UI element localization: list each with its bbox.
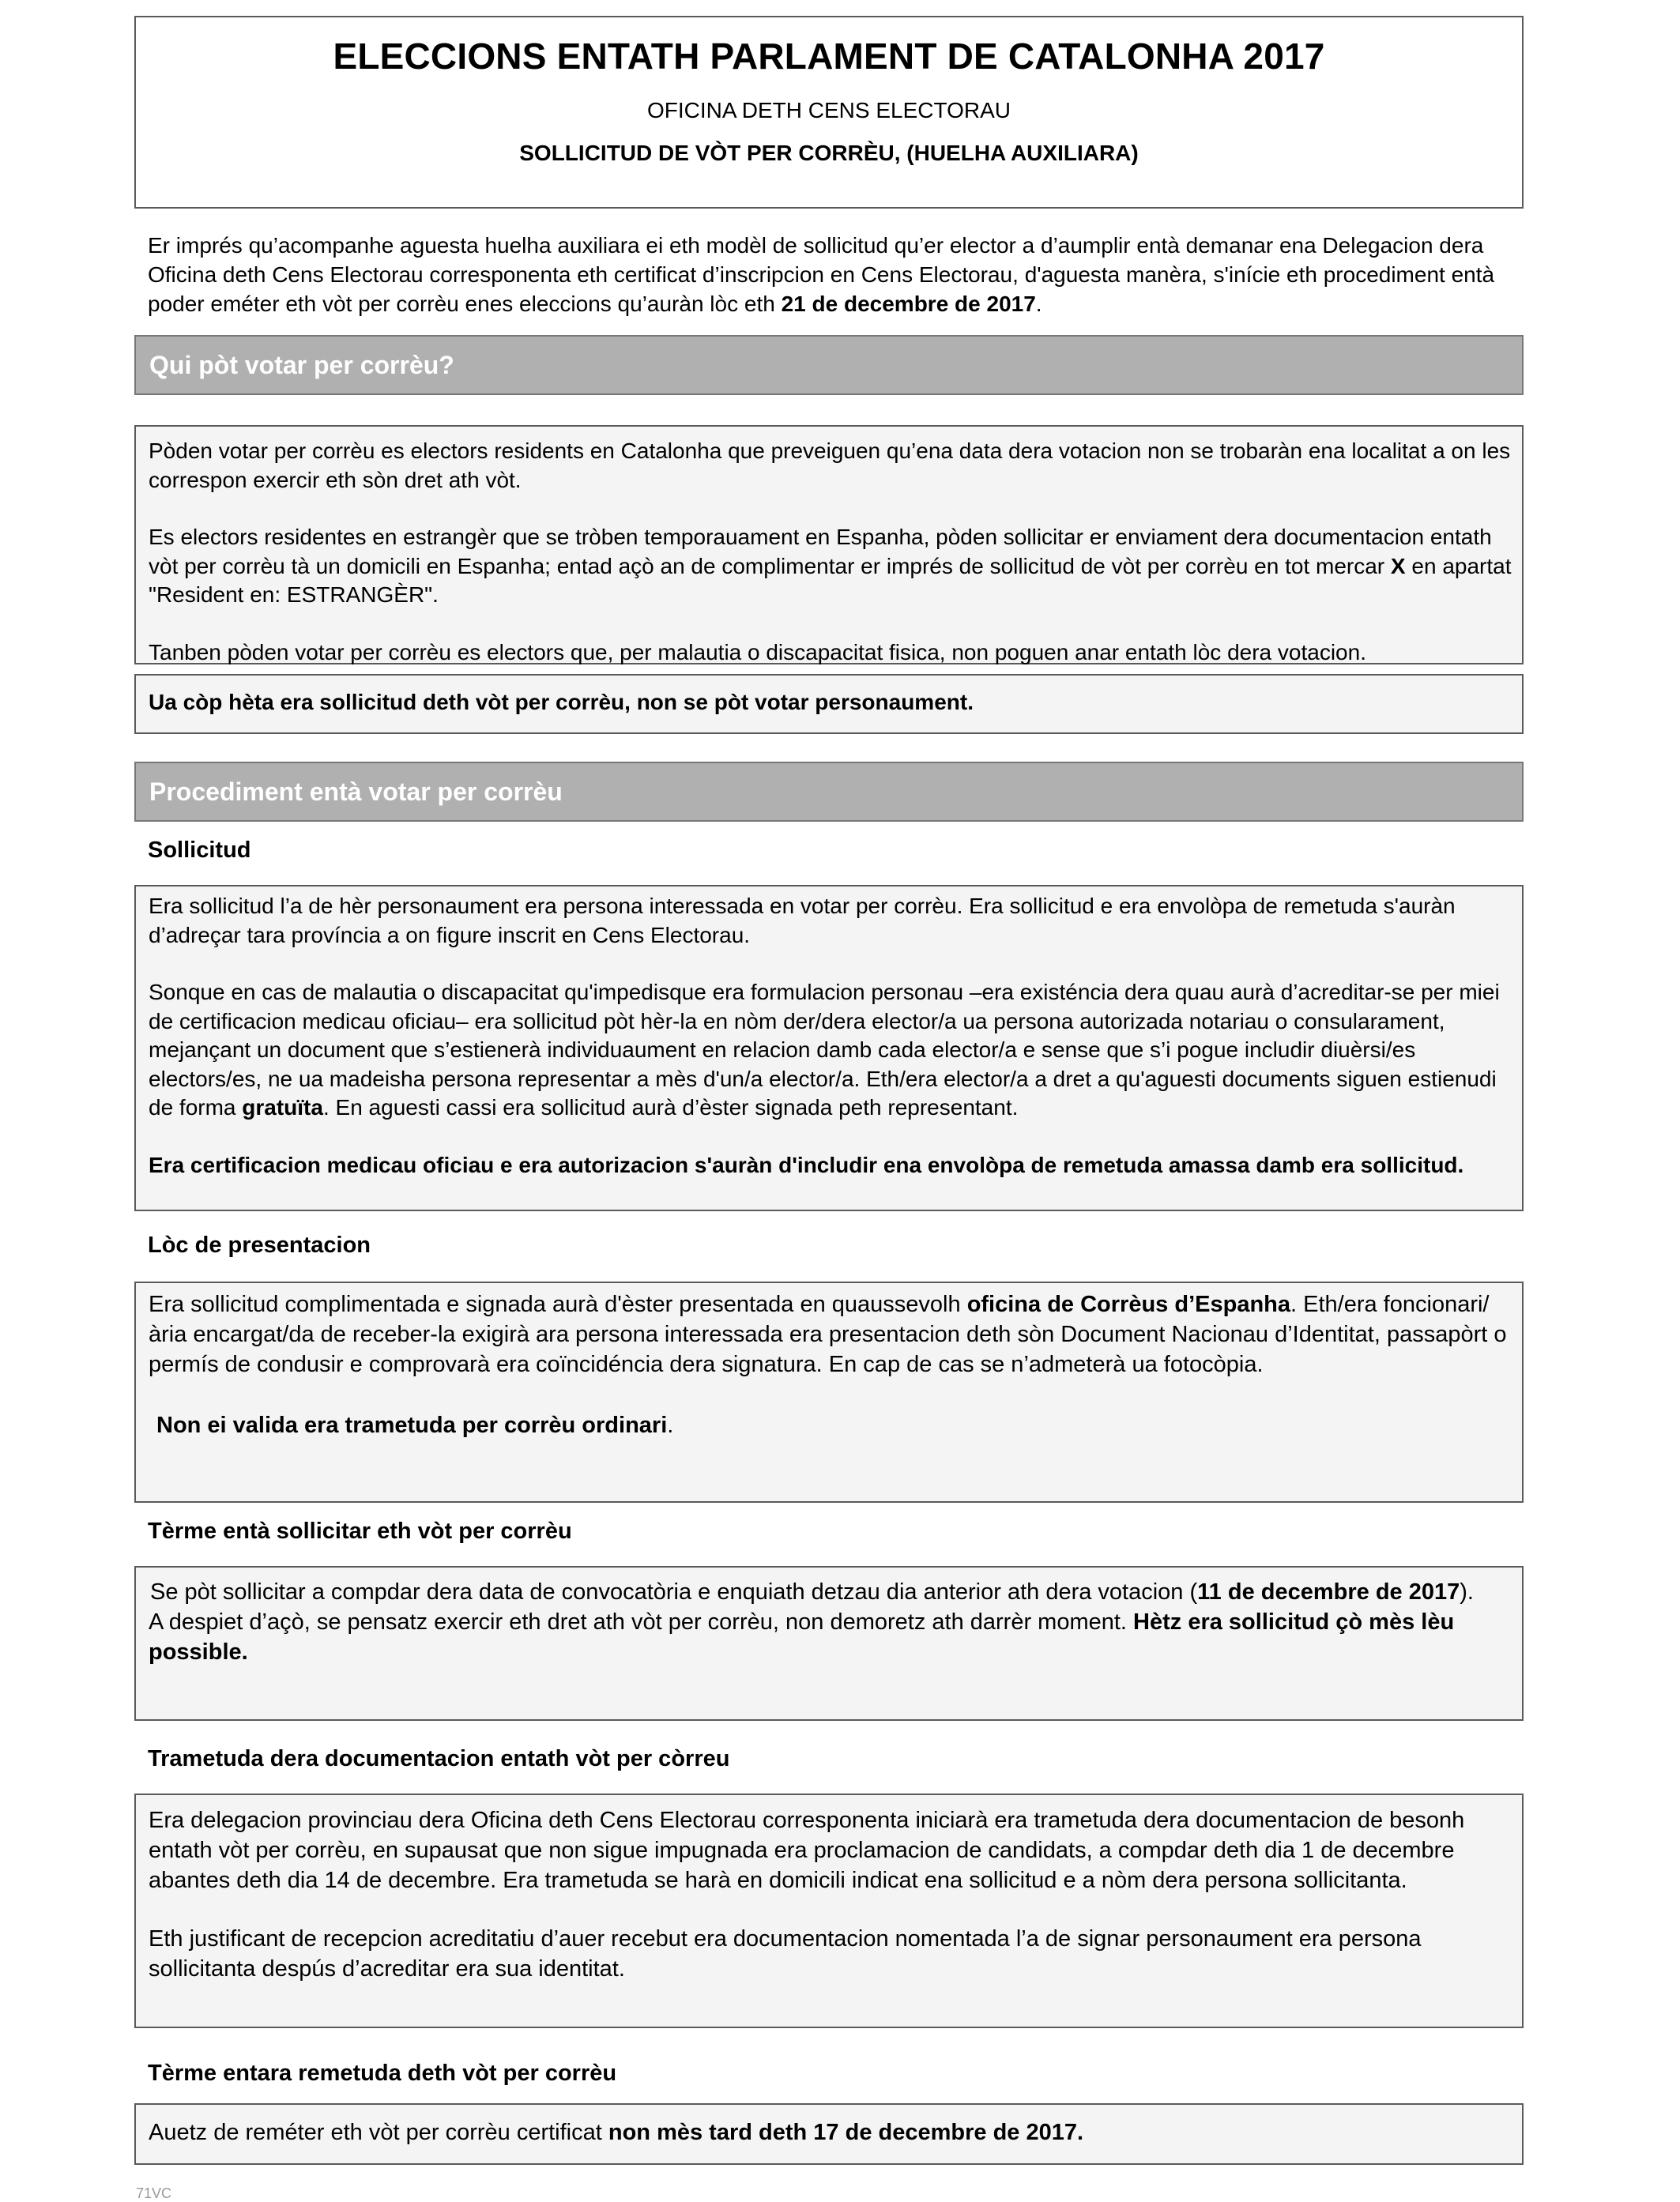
intro-text: Er imprés qu’acompanhe aguesta huelha auxiliara ei eth modèl de sollicitud qu’er elector a d’aumplir entà demanar ena Delegacion dera Oficina deth Cens Electorau corresponenta eth certificat d’inscripcion en Cens Electorau, d'aguesta manèra, s'inície eth procediment entà poder eméter eth vòt per corrèu enes eleccions qu’auràn lòc eth <box>148 233 1495 316</box>
section-title-who: Qui pòt votar per corrèu? <box>134 335 1524 395</box>
who-can-vote-box <box>134 425 1524 664</box>
presentacion-p1-end: . Eth/era foncionari/ària encargat/da de receber-la exigirà ara persona interessada era presentacion deth sòn Document Nacionau d’Identitat, passapòrt o permís de condusir e comprovarà era coïncidéncia dera signatura. En cap de cas se n’admeterà ua fotocòpia. <box>149 1292 1507 1377</box>
subheading-presentacion: Lòc de presentacion <box>148 1233 371 1258</box>
subheading-sollicitud: Sollicitud <box>148 838 251 863</box>
intro-end: . <box>1035 292 1042 316</box>
trametuda-box <box>134 1794 1524 2028</box>
who-p2-x: X <box>1390 553 1406 578</box>
presentacion-paragraph-1 <box>136 1289 1522 1380</box>
who-paragraph-3: Tanben pòden votar per corrèu es electors que, per malautia o discapacitat fisica, non poguen anar entath lòc dera votacion. <box>149 639 1366 664</box>
remetuda-bold: non mès tard deth 17 de decembre de 2017. <box>608 2120 1084 2145</box>
terme-p1-bold: 11 de decembre de 2017 <box>1197 1579 1460 1605</box>
presentacion-p1-bold: oficina de Corrèus d’Espanha <box>966 1292 1291 1317</box>
remetuda-box <box>134 2103 1524 2165</box>
subheading-trametuda: Trametuda dera documentacion entath vòt per còrreu <box>148 1746 730 1771</box>
notice-text: Ua còp hèta era sollicitud deth vòt per corrèu, non se pòt votar personaument. <box>149 690 974 714</box>
terme-paragraph-2 <box>136 1607 1522 1667</box>
remetuda-paragraph <box>136 2105 1522 2147</box>
sollicitud-paragraph-1: Era sollicitud l’a de hèr personaument era persona interessada en votar per corrèu. Era sollicitud e era envolòpa de remetuda s'auràn d’adreçar tara província a on figure inscrit en Cens Electorau. <box>149 894 1456 947</box>
who-paragraph-1: Pòden votar per corrèu es electors residents en Catalonha que preveiguen qu’ena data dera votacion non se trobaràn ena localitat a on les correspon exercir eth sòn dret ath vòt. <box>149 439 1511 492</box>
trametuda-paragraph-1: Era delegacion provinciau dera Oficina deth Cens Electorau corresponenta iniciarà era trametuda dera documentacion de besonh entath vòt per corrèu, en supausat que non sigue impugnada era proclamacion de candidats, a compdar deth dia 1 de decembre abantes deth dia 14 de decembre. Era trametuda se harà en domicili indicat ena sollicitud e a nòm dera persona sollicitanta. <box>149 1808 1465 1893</box>
office-name: OFICINA DETH CENS ELECTORAU <box>646 98 1011 122</box>
presentacion-box <box>134 1282 1524 1503</box>
intro-date: 21 de decembre de 2017 <box>781 292 1036 316</box>
document-title: ELECCIONS ENTATH PARLAMENT DE CATALONHA 2017 <box>333 36 1325 77</box>
presentacion-p2-bold: Non ei valida era trametuda per corrèu ordinari <box>156 1413 668 1438</box>
sollicitud-p2-end: . En aguesti cassi era sollicitud aurà d’èster signada peth representant. <box>322 1095 1019 1120</box>
notice-box <box>134 674 1524 734</box>
form-name: SOLLICITUD DE VÒT PER CORRÈU, (HUELHA AUXILIARA) <box>519 141 1139 165</box>
remetuda-text: Auetz de reméter eth vòt per corrèu certificat <box>149 2120 608 2145</box>
terme-sollicitar-box <box>134 1566 1524 1721</box>
document-header <box>134 16 1524 209</box>
who-p2-end: en apartat "Resident en: ESTRANGÈR". <box>149 553 1512 607</box>
terme-p1-end: ). <box>1460 1579 1474 1605</box>
sollicitud-box <box>134 885 1524 1211</box>
sollicitud-p3-bold: Era certificacion medicau oficiau e era autorizacion s'auràn d'includir ena envolòpa de remetuda amassa damb era sollicitud. <box>149 1152 1464 1177</box>
sollicitud-p2-text: Sonque en cas de malautia o discapacitat qu'impedisque era formulacion personau –era existéncia dera quau aurà d’acreditar-se per miei de certificacion medicau oficiau– era sollicitud pòt hèr-la en nòm der/dera elector/a ua persona autorizada notariau o consularament, mejançant un document que s’estienerà individuaument en relacion damb cada elector/a e sense que s’i pogue includir diuèrsi/es electors/es, ne ua madeisha persona representar a mès d'un/a elector/a. Eth/era elector/a a dret a qu'aguesti documents siguen estienudi de forma <box>149 980 1500 1120</box>
presentacion-p2-end: . <box>667 1413 674 1438</box>
terme-p2-text: A despiet d’açò, se pensatz exercir eth dret ath vòt per corrèu, non demoretz ath darrèr moment. <box>149 1609 1134 1635</box>
section-title-procedure: Procediment entà votar per corrèu <box>134 762 1524 822</box>
terme-p2-bold: Hètz era sollicitud çò mès lèu possible. <box>149 1609 1455 1665</box>
terme-p1-text: Se pòt sollicitar a compdar dera data de convocatòria e enquiath detzau dia anterior ath dera votacion ( <box>150 1579 1198 1605</box>
terme-paragraph-1 <box>136 1577 1522 1607</box>
subheading-remetuda: Tèrme entara remetuda deth vòt per corrèu <box>148 2061 617 2086</box>
presentacion-paragraph-2 <box>136 1411 1522 1440</box>
trametuda-paragraph-2: Eth justificant de recepcion acreditatiu d’auer recebut era documentacion nomentada l’a de signar personaument era persona sollicitanta despús d’acreditar era sua identitat. <box>149 1926 1422 1982</box>
sollicitud-p2-bold: gratuïta <box>242 1095 323 1120</box>
who-p2-text: Es electors residentes en estrangèr que se tròben temporauament en Espanha, pòden sollicitar er enviament dera documentacion entath vòt per corrèu tà un domicili en Espanha; entad açò an de complimentar er imprés de sollicitud de vòt per corrèu en tot mercar <box>149 525 1492 578</box>
form-code: 71VC <box>136 2185 172 2201</box>
who-paragraph-2 <box>136 523 1522 610</box>
sollicitud-paragraph-2 <box>136 978 1522 1123</box>
presentacion-p1-text: Era sollicitud complimentada e signada aurà d'èster presentada en quaussevolh <box>149 1292 967 1317</box>
subheading-terme-sollicitar: Tèrme entà sollicitar eth vòt per corrèu <box>148 1519 572 1544</box>
intro-paragraph <box>148 231 1515 318</box>
sollicitud-paragraph-3 <box>136 1151 1522 1180</box>
